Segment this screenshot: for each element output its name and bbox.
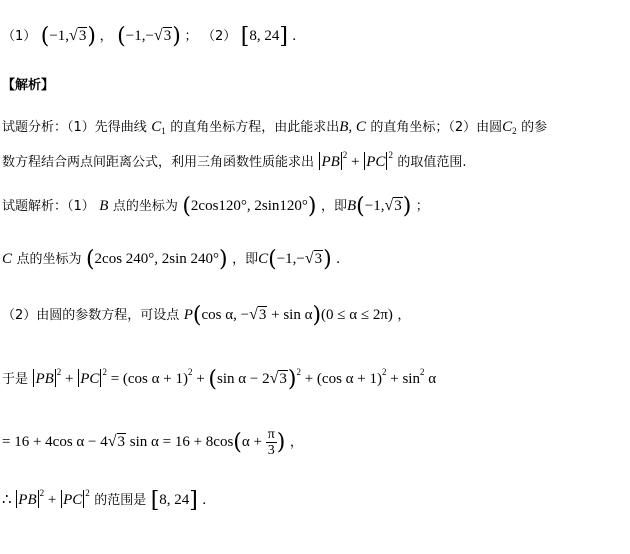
solution-line-expand: 于是 PB $^2$ + PC $^2$ = (cos α + 1)$^2$ + (sin α − 2√3)$^2$ + (cos $\alpha + 1)^2 + \sin^2 \alpha$ xyxy=(2,367,437,392)
section-title: 【解析】 xyxy=(2,78,55,93)
sqrt-symbol: √3 xyxy=(153,27,172,44)
answer-b-coords: (−1,√3) xyxy=(40,24,96,49)
solution-line-p: （2）由圆的参数方程，可设点 P(cos α, −√3 + sin α)(0 ≤ α ≤ 2π) ， xyxy=(2,303,411,328)
solution-line-conclusion: ∴ PB $^2$ + PC $^2$ 的范围是 [8, 24] . xyxy=(2,488,207,513)
answer-c-coords: (−1,−√3) xyxy=(117,24,181,49)
solution-line-b: 试题解析：（1） B 点的坐标为 (2cos120°, 2sin120°) ，即B(−1,√3) ； xyxy=(2,194,429,219)
solution-line-simplify: = 16 + 4cos α − 4√3 sin α = 16 + 8cos(α + $\frac{\pi}{3}$ ) ， xyxy=(2,427,303,458)
answer-part1-label: （1） xyxy=(2,29,37,44)
analysis-line-2: 数方程结合两点间距离公式，利用三角函数性质能求出 PB $^2$ + PC $^2$ 的取值范围. xyxy=(2,150,467,170)
pi-over-3-fraction: $\frac{\pi}{3}$ xyxy=(267,427,275,458)
pb-pc-expression: PB $^2$ + PC $^2$ xyxy=(321,150,393,170)
solution-line-c: C 点的坐标为 (2cos 240°, 2sin 240°) ，即C(−1,−√3) . xyxy=(2,247,340,272)
analysis-line-1: 试题分析：（1）先得曲线 $C_1$ 的直角坐标方程，由此能求出B, C 的直角坐标；（2）由圆$C_2$ 的参 xyxy=(2,119,548,136)
sqrt-symbol: √3 xyxy=(69,27,87,44)
answer-part2-label: （2） xyxy=(202,29,237,44)
answer-range: [8, 24] xyxy=(240,24,288,49)
answer-line: （1） (−1,√3) ， (−1,−√3) ； （2） [8, 24] . xyxy=(2,24,297,49)
